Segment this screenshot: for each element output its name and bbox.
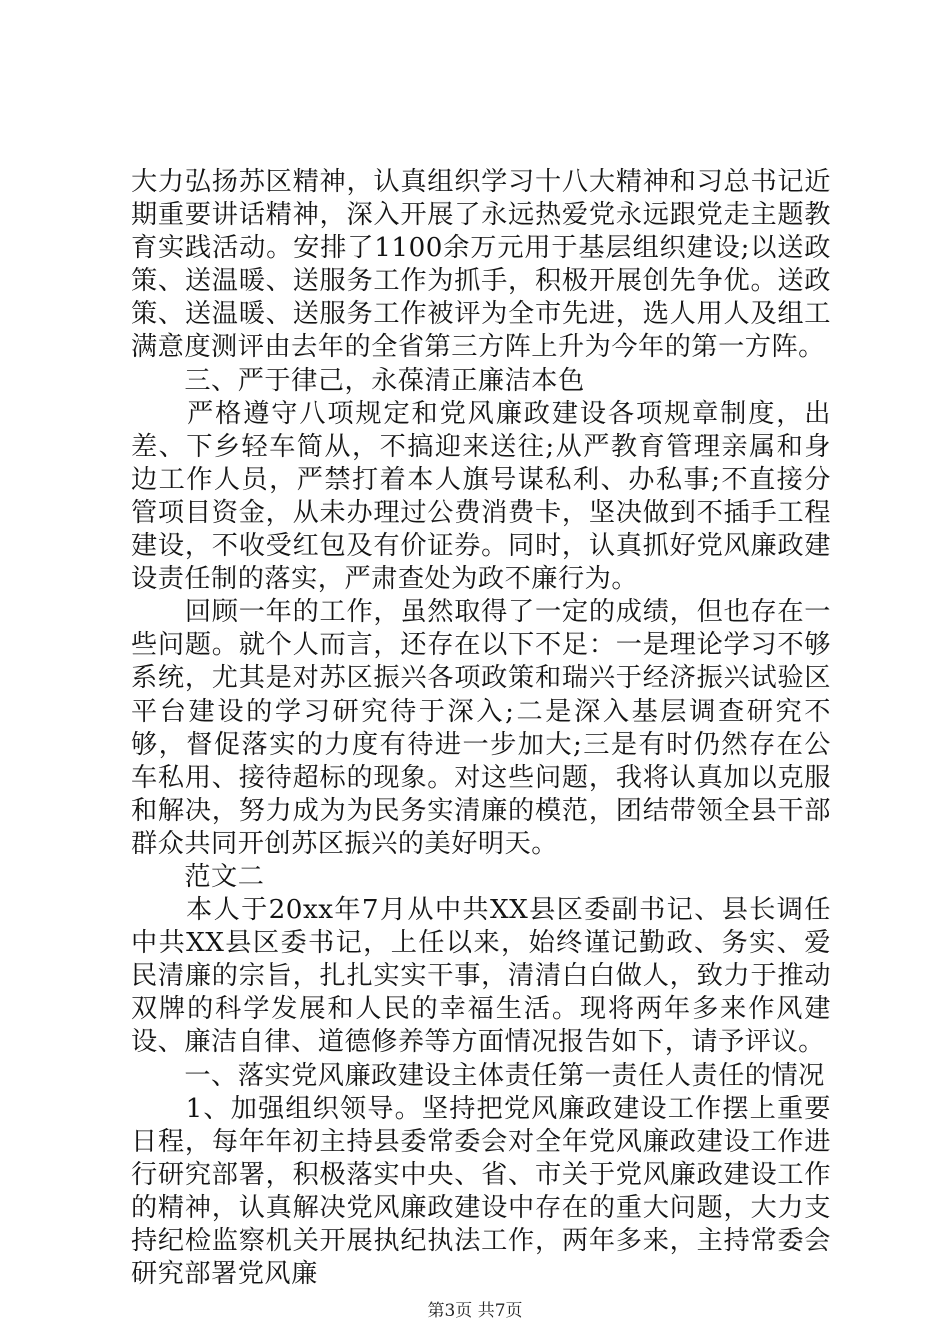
paragraph-5: 1、加强组织领导。坚持把党风廉政建设工作摆上重要日程，每年年初主持县委常委会对全年党风廉政建设工作进行研究部署，积极落实中央、省、市关于党风廉政建设工作的精神，认真解决党风廉政建设中存在的重大问题，大力支持纪检监察机关开展执纪执法工作，两年多来，主持常委会研究部署党风廉: [131, 1093, 831, 1290]
paragraph-4: 本人于20xx年7月从中共XX县区委副书记、县长调任中共XX县区委书记，上任以来，始终谨记勤政、务实、爱民清廉的宗旨，扎扎实实干事，清清白白做人，致力于推动双牌的科学发展和人民的幸福生活。现将两年多来作风建设、廉洁自律、道德修养等方面情况报告如下，请予评议。: [131, 895, 831, 1058]
heading-section-three: 三、严于律己，永葆清正廉洁本色: [131, 365, 585, 396]
paragraph-1: 大力弘扬苏区精神，认真组织学习十八大精神和习总书记近期重要讲话精神，深入开展了永远热爱党永远跟党走主题教育实践活动。安排了1100余万元用于基层组织建设;以送政策、送温暖、送服务工作为抓手，积极开展创先争优。送政策、送温暖、送服务工作被评为全市先进，选人用人及组工满意度测评由去年的全省第三方阵上升为今年的第一方阵。: [131, 167, 831, 363]
heading-section-one: 一、落实党风廉政建设主体责任第一责任人责任的情况: [131, 1060, 825, 1091]
heading-sample-two: 范文二: [131, 861, 265, 892]
paragraph-2: 严格遵守八项规定和党风廉政建设各项规章制度，出差、下乡轻车简从，不搞迎来送往;从严教育管理亲属和身边工作人员，严禁打着本人旗号谋私利、办私事;不直接分管项目资金，从未办理过公费消费卡，坚决做到不插手工程建设，不收受红包及有价证券。同时，认真抓好党风廉政建设责任制的落实，严肃查处为政不廉行为。: [131, 398, 831, 595]
page-footer: 第3页 共7页: [427, 1301, 523, 1321]
document-body: [131, 166, 831, 1291]
paragraph-3: 回顾一年的工作，虽然取得了一定的成绩，但也存在一些问题。就个人而言，还存在以下不足：一是理论学习不够系统，尤其是对苏区振兴各项政策和瑞兴于经济振兴试验区平台建设的学习研究待于深入;二是深入基层调查研究不够，督促落实的力度有待进一步加大;三是有时仍然存在公车私用、接待超标的现象。对这些问题，我将认真加以克服和解决，努力成为为民务实清廉的模范，团结带领全县干部群众共同开创苏区振兴的美好明天。: [131, 597, 831, 859]
